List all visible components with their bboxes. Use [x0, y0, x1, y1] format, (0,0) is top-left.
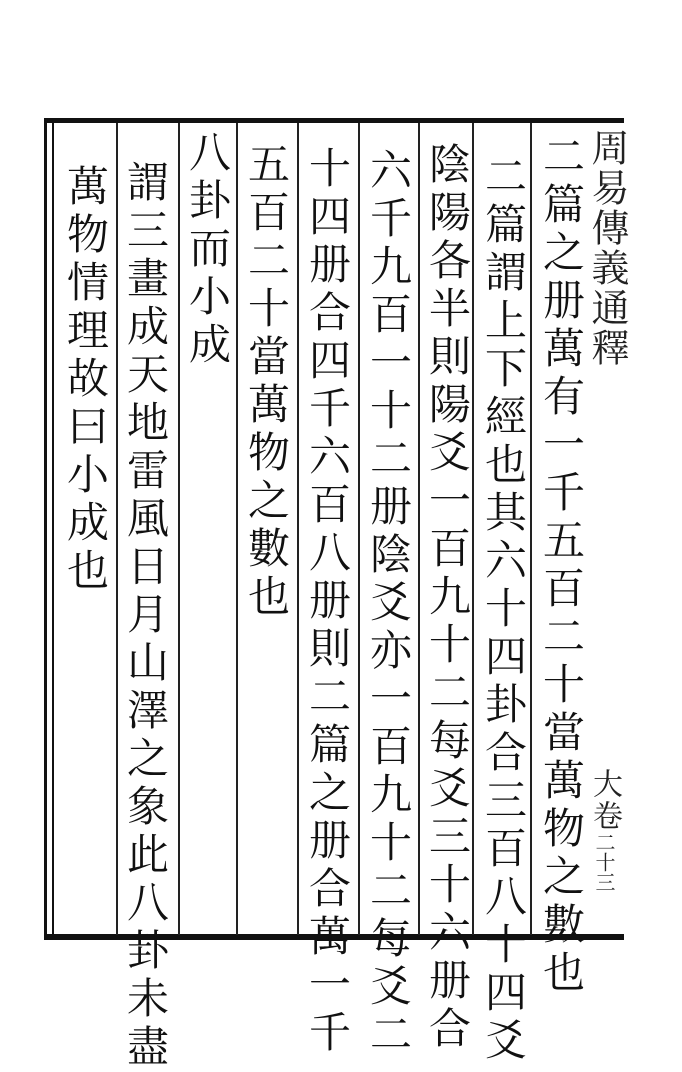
column-rule	[418, 123, 420, 935]
book-title: 周易傳義通釋	[585, 128, 629, 368]
column-rule	[236, 123, 238, 935]
text-column-2: 二篇謂上下經也其六十四卦合三百八十四爻	[479, 154, 528, 1066]
text-column-1: 二篇之册萬有一千五百二十當萬物之數也	[537, 134, 586, 998]
text-column-9: 萬物情理故曰小成也	[61, 164, 110, 596]
text-column-4: 六千九百一十二册陰爻亦一百九十二每爻二	[364, 148, 413, 1060]
text-column-3: 陰陽各半則陽爻一百九十二每爻三十六册合	[423, 142, 472, 1054]
book-header	[580, 128, 635, 892]
column-rule	[472, 123, 474, 935]
text-column-7: 八卦而小成	[183, 130, 232, 370]
volume-page-marker	[582, 768, 626, 892]
volume-label: 大卷	[587, 768, 622, 832]
column-rule	[530, 123, 532, 935]
column-rule	[116, 123, 118, 935]
page-number: 二十三	[592, 832, 616, 892]
text-column-5: 十四册合四千六百八册則二篇之册合萬一千	[303, 146, 352, 1058]
column-rule	[297, 123, 299, 935]
text-column-8: 謂三畫成天地雷風日月山澤之象此八卦未盡	[121, 160, 170, 1072]
inner-left-rule	[52, 123, 54, 935]
column-rule	[358, 123, 360, 935]
text-column-6: 五百二十當萬物之數也	[242, 142, 291, 622]
column-rule	[178, 123, 180, 935]
